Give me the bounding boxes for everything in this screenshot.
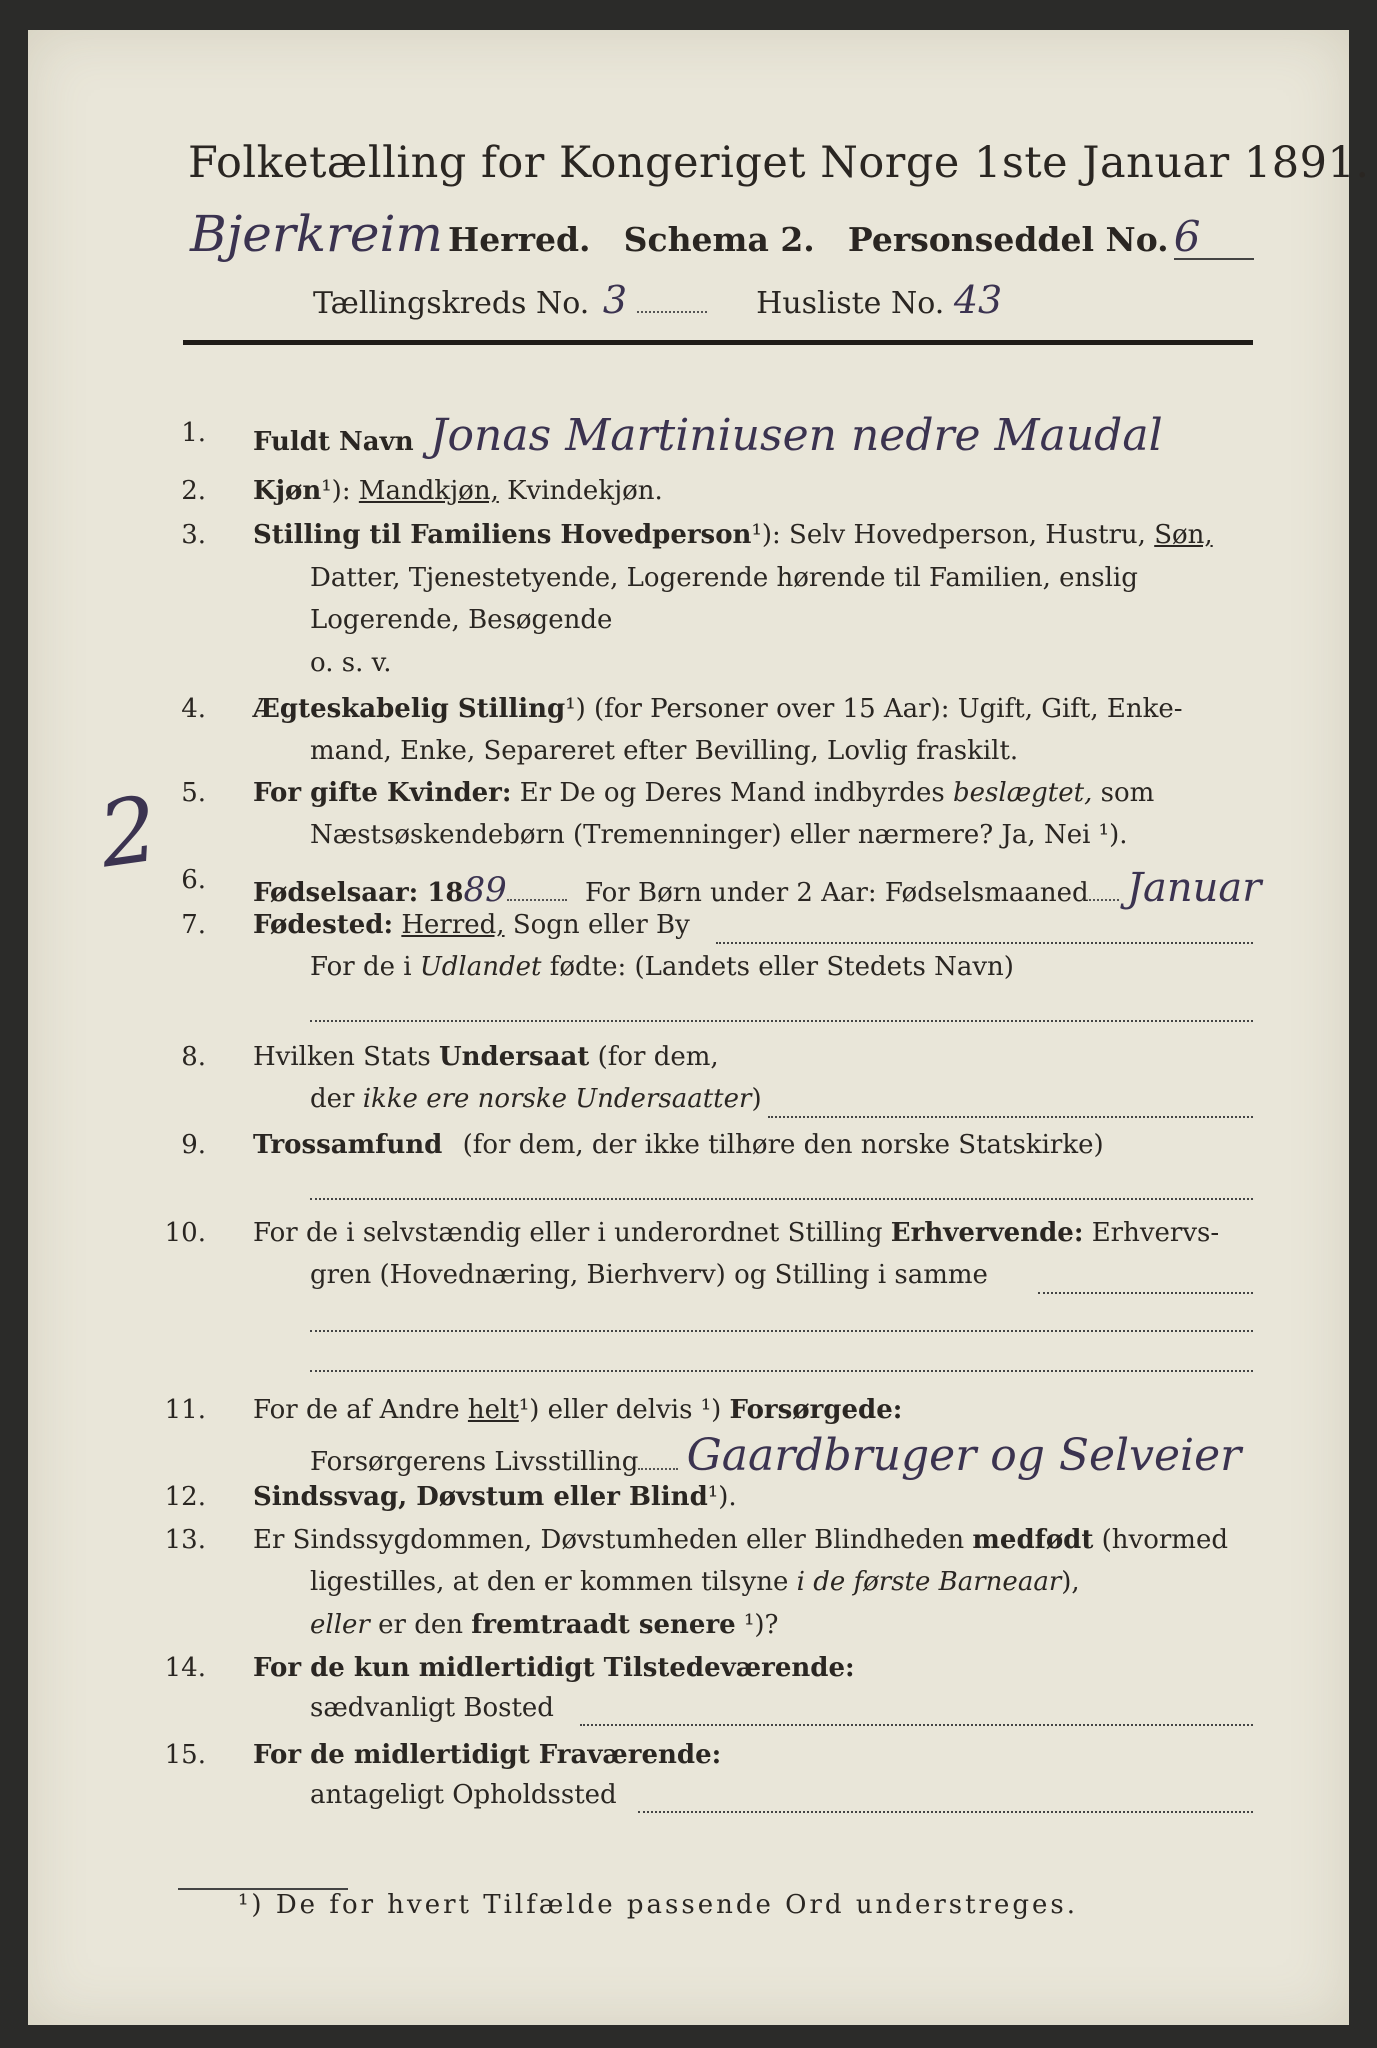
name-value: Jonas Martiniusen nedre Maudal xyxy=(429,410,1163,461)
temporary-absent-label: For de midlertidigt Fraværende: xyxy=(253,1740,722,1770)
herred-label: Herred. xyxy=(448,220,591,259)
abroad-dotline xyxy=(310,1020,1253,1022)
marital-status-label: Ægteskabelig Stilling xyxy=(253,694,566,724)
husliste-value: 43 xyxy=(953,278,1003,322)
citizenship-dotline xyxy=(768,1116,1253,1118)
item-15-line-2: antageligt Opholdssted xyxy=(310,1780,617,1810)
kreds-value: 3 xyxy=(602,278,628,322)
item-3-line-3: Logerende, Besøgende xyxy=(310,605,613,635)
birth-year-dots xyxy=(507,898,567,901)
congenital-line3-italic: eller xyxy=(310,1610,370,1640)
item-1-name xyxy=(253,410,1163,461)
item-12-disability xyxy=(253,1482,737,1512)
item-10-line-1 xyxy=(253,1218,1219,1248)
margin-annotation: 2 xyxy=(92,776,165,889)
citizenship-label-bold: Undersaat xyxy=(438,1042,590,1072)
birth-month-dots xyxy=(1089,898,1119,901)
kreds-label: Tællingskreds No. xyxy=(313,286,590,321)
occupation-label-b: Erhvervs- xyxy=(1091,1218,1220,1248)
item-11-line-1 xyxy=(253,1395,902,1425)
married-women-italic: beslægtet, xyxy=(953,778,1093,808)
usual-residence-dotline xyxy=(580,1724,1253,1726)
family-position-options: Selv Hovedperson, Hustru, xyxy=(789,520,1146,550)
census-form-sheet xyxy=(28,30,1370,2025)
item-number: 10. xyxy=(164,1218,206,1248)
item-13-line-3 xyxy=(310,1610,778,1640)
religion-question: (for dem, der ikke tilhøre den norske Statskirke) xyxy=(462,1130,1104,1160)
item-6-birth xyxy=(253,865,1261,911)
item-number: 11. xyxy=(164,1395,206,1425)
occupation-dotline-1 xyxy=(1038,1292,1253,1294)
married-women-label: For gifte Kvinder: xyxy=(253,778,512,808)
item-number: 9. xyxy=(181,1130,206,1160)
provided-label-b: ¹) eller delvis ¹) xyxy=(518,1395,722,1425)
occupation-label-bold: Erhvervende: xyxy=(890,1218,1084,1248)
congenital-label-bold: medfødt xyxy=(972,1525,1094,1555)
item-13-line-1 xyxy=(253,1525,1228,1555)
congenital-label-a: Er Sindssygdommen, Døvstumheden eller Blindheden xyxy=(253,1525,965,1555)
temporary-present-label: For de kun midlertidigt Tilstedeværende: xyxy=(253,1653,855,1683)
item-5-line-2: Næstsøskendebørn (Tremenninger) eller nærmere? Ja, Nei ¹). xyxy=(310,820,1128,850)
citizenship-label-b: (for dem, xyxy=(597,1042,719,1072)
religion-label: Trossamfund xyxy=(253,1130,443,1160)
congenital-line2-italic: i de første Barneaar xyxy=(796,1567,1062,1597)
item-8-line-2 xyxy=(310,1084,762,1114)
abroad-label-a: For de i xyxy=(310,952,412,982)
occupation-dotline-2 xyxy=(310,1330,1253,1332)
item-7-line-2 xyxy=(310,952,1014,982)
item-number: 6. xyxy=(181,865,206,895)
occupation-dotline-3 xyxy=(310,1370,1253,1372)
item-9-religion xyxy=(253,1130,1104,1160)
personseddel-underline xyxy=(1174,258,1254,260)
personseddel-label: Personseddel No. xyxy=(847,220,1169,259)
provider-occupation-value: Gaardbruger og Selveier xyxy=(686,1430,1242,1481)
birthplace-selected: Herred, xyxy=(401,910,505,940)
marital-status-options: ¹) (for Personer over 15 Aar): Ugift, Gift, Enke- xyxy=(565,694,1183,724)
birth-month-label: For Børn under 2 Aar: Fødselsmaaned xyxy=(585,878,1089,908)
item-number: 12. xyxy=(164,1482,206,1512)
item-number: 3. xyxy=(181,520,206,550)
item-8-line-1 xyxy=(253,1042,719,1072)
herred-line xyxy=(190,205,1200,263)
footnote: ¹) De for hvert Tilfælde passende Ord understreges. xyxy=(238,1890,1079,1920)
abroad-label-b: fødte: (Landets eller Stedets Navn) xyxy=(549,952,1014,982)
herred-value: Bjerkreim xyxy=(190,205,443,263)
religion-dotline xyxy=(310,1198,1253,1200)
occupation-label-a: For de i selvstændig eller i underordnet Stilling xyxy=(253,1218,883,1248)
birthplace-dotline xyxy=(716,942,1253,944)
family-position-selected: Søn, xyxy=(1154,520,1213,550)
married-women-question: Er De og Deres Mand indbyrdes xyxy=(519,778,945,808)
sex-option-female: Kvindekjøn. xyxy=(507,476,663,506)
personseddel-value: 6 xyxy=(1173,212,1201,261)
item-4-line-1 xyxy=(253,694,1183,724)
item-15-line-1 xyxy=(253,1740,721,1770)
item-4-line-2: mand, Enke, Separeret efter Bevilling, Lovlig fraskilt. xyxy=(310,736,1019,766)
item-3-line-4: o. s. v. xyxy=(310,648,392,678)
birthplace-options: Sogn eller By xyxy=(512,910,690,940)
item-5-line-1 xyxy=(253,778,1154,808)
item-number: 14. xyxy=(164,1653,206,1683)
congenital-line2-b: ), xyxy=(1061,1567,1080,1597)
item-14-line-1 xyxy=(253,1653,855,1683)
item-3-line-2: Datter, Tjenestetyende, Logerende hørende til Familien, enslig xyxy=(310,563,1138,593)
provider-dots xyxy=(638,1467,678,1470)
birthplace-label: Fødested: xyxy=(253,910,394,940)
husliste-label: Husliste No. xyxy=(756,286,945,321)
citizenship-line2-italic: ikke ere norske Undersaatter xyxy=(362,1084,752,1114)
disability-label: Sindssvag, Døvstum eller Blind xyxy=(253,1482,708,1512)
footnote-ref: ¹): xyxy=(321,476,351,506)
married-women-question-end: som xyxy=(1100,778,1155,808)
item-3-line-1 xyxy=(253,520,1213,550)
congenital-label-b: (hvormed xyxy=(1101,1525,1228,1555)
provided-label-a: For de af Andre xyxy=(253,1395,460,1425)
congenital-line3-bold: fremtraadt senere xyxy=(471,1610,736,1640)
item-10-line-2: gren (Hovednæring, Bierhverv) og Stilling i samme xyxy=(310,1260,988,1290)
item-number: 1. xyxy=(181,418,206,448)
item-number: 2. xyxy=(181,476,206,506)
congenital-line2-a: ligestilles, at den er kommen tilsyne xyxy=(310,1567,789,1597)
congenital-line3-a: er den xyxy=(378,1610,463,1640)
provider-occupation-label: Forsørgerens Livsstilling xyxy=(310,1447,639,1477)
footnote-ref: ¹). xyxy=(707,1482,737,1512)
item-number: 7. xyxy=(181,910,206,940)
schema-label: Schema 2. xyxy=(623,220,815,259)
birth-month-value: Januar xyxy=(1126,865,1262,911)
provided-label-bold: Forsørgede: xyxy=(729,1395,903,1425)
name-label: Fuldt Navn xyxy=(253,427,414,457)
item-11-line-2 xyxy=(310,1430,1241,1481)
abroad-label-italic: Udlandet xyxy=(419,952,542,982)
kreds-line xyxy=(313,278,1002,322)
item-number: 5. xyxy=(181,778,206,808)
sex-label: Kjøn xyxy=(253,476,322,506)
citizenship-line2-a: der xyxy=(310,1084,355,1114)
item-7-line-1 xyxy=(253,910,690,940)
item-13-line-2 xyxy=(310,1567,1080,1597)
item-number: 8. xyxy=(181,1042,206,1072)
citizenship-line2-b: ) xyxy=(751,1084,762,1114)
item-2-sex xyxy=(253,476,663,506)
footnote-ref: ¹): xyxy=(751,520,781,550)
item-number: 4. xyxy=(181,694,206,724)
family-position-label: Stilling til Familiens Hovedperson xyxy=(253,520,752,550)
birth-year-value: 89 xyxy=(463,870,507,910)
item-14-line-2: sædvanligt Bosted xyxy=(310,1693,554,1723)
congenital-line3-b: ¹)? xyxy=(743,1610,779,1640)
item-number: 15. xyxy=(164,1740,206,1770)
citizenship-label-a: Hvilken Stats xyxy=(253,1042,431,1072)
header-divider xyxy=(183,340,1253,345)
item-number: 13. xyxy=(164,1525,206,1555)
sex-option-male-selected: Mandkjøn, xyxy=(358,476,499,506)
birth-year-label: Fødselsaar: 18 xyxy=(253,878,464,908)
probable-residence-dotline xyxy=(638,1811,1253,1813)
kreds-dots xyxy=(637,310,707,313)
provided-selected: helt xyxy=(467,1395,519,1425)
form-title: Folketælling for Kongeriget Norge 1ste Januar 1891. xyxy=(188,138,1370,188)
